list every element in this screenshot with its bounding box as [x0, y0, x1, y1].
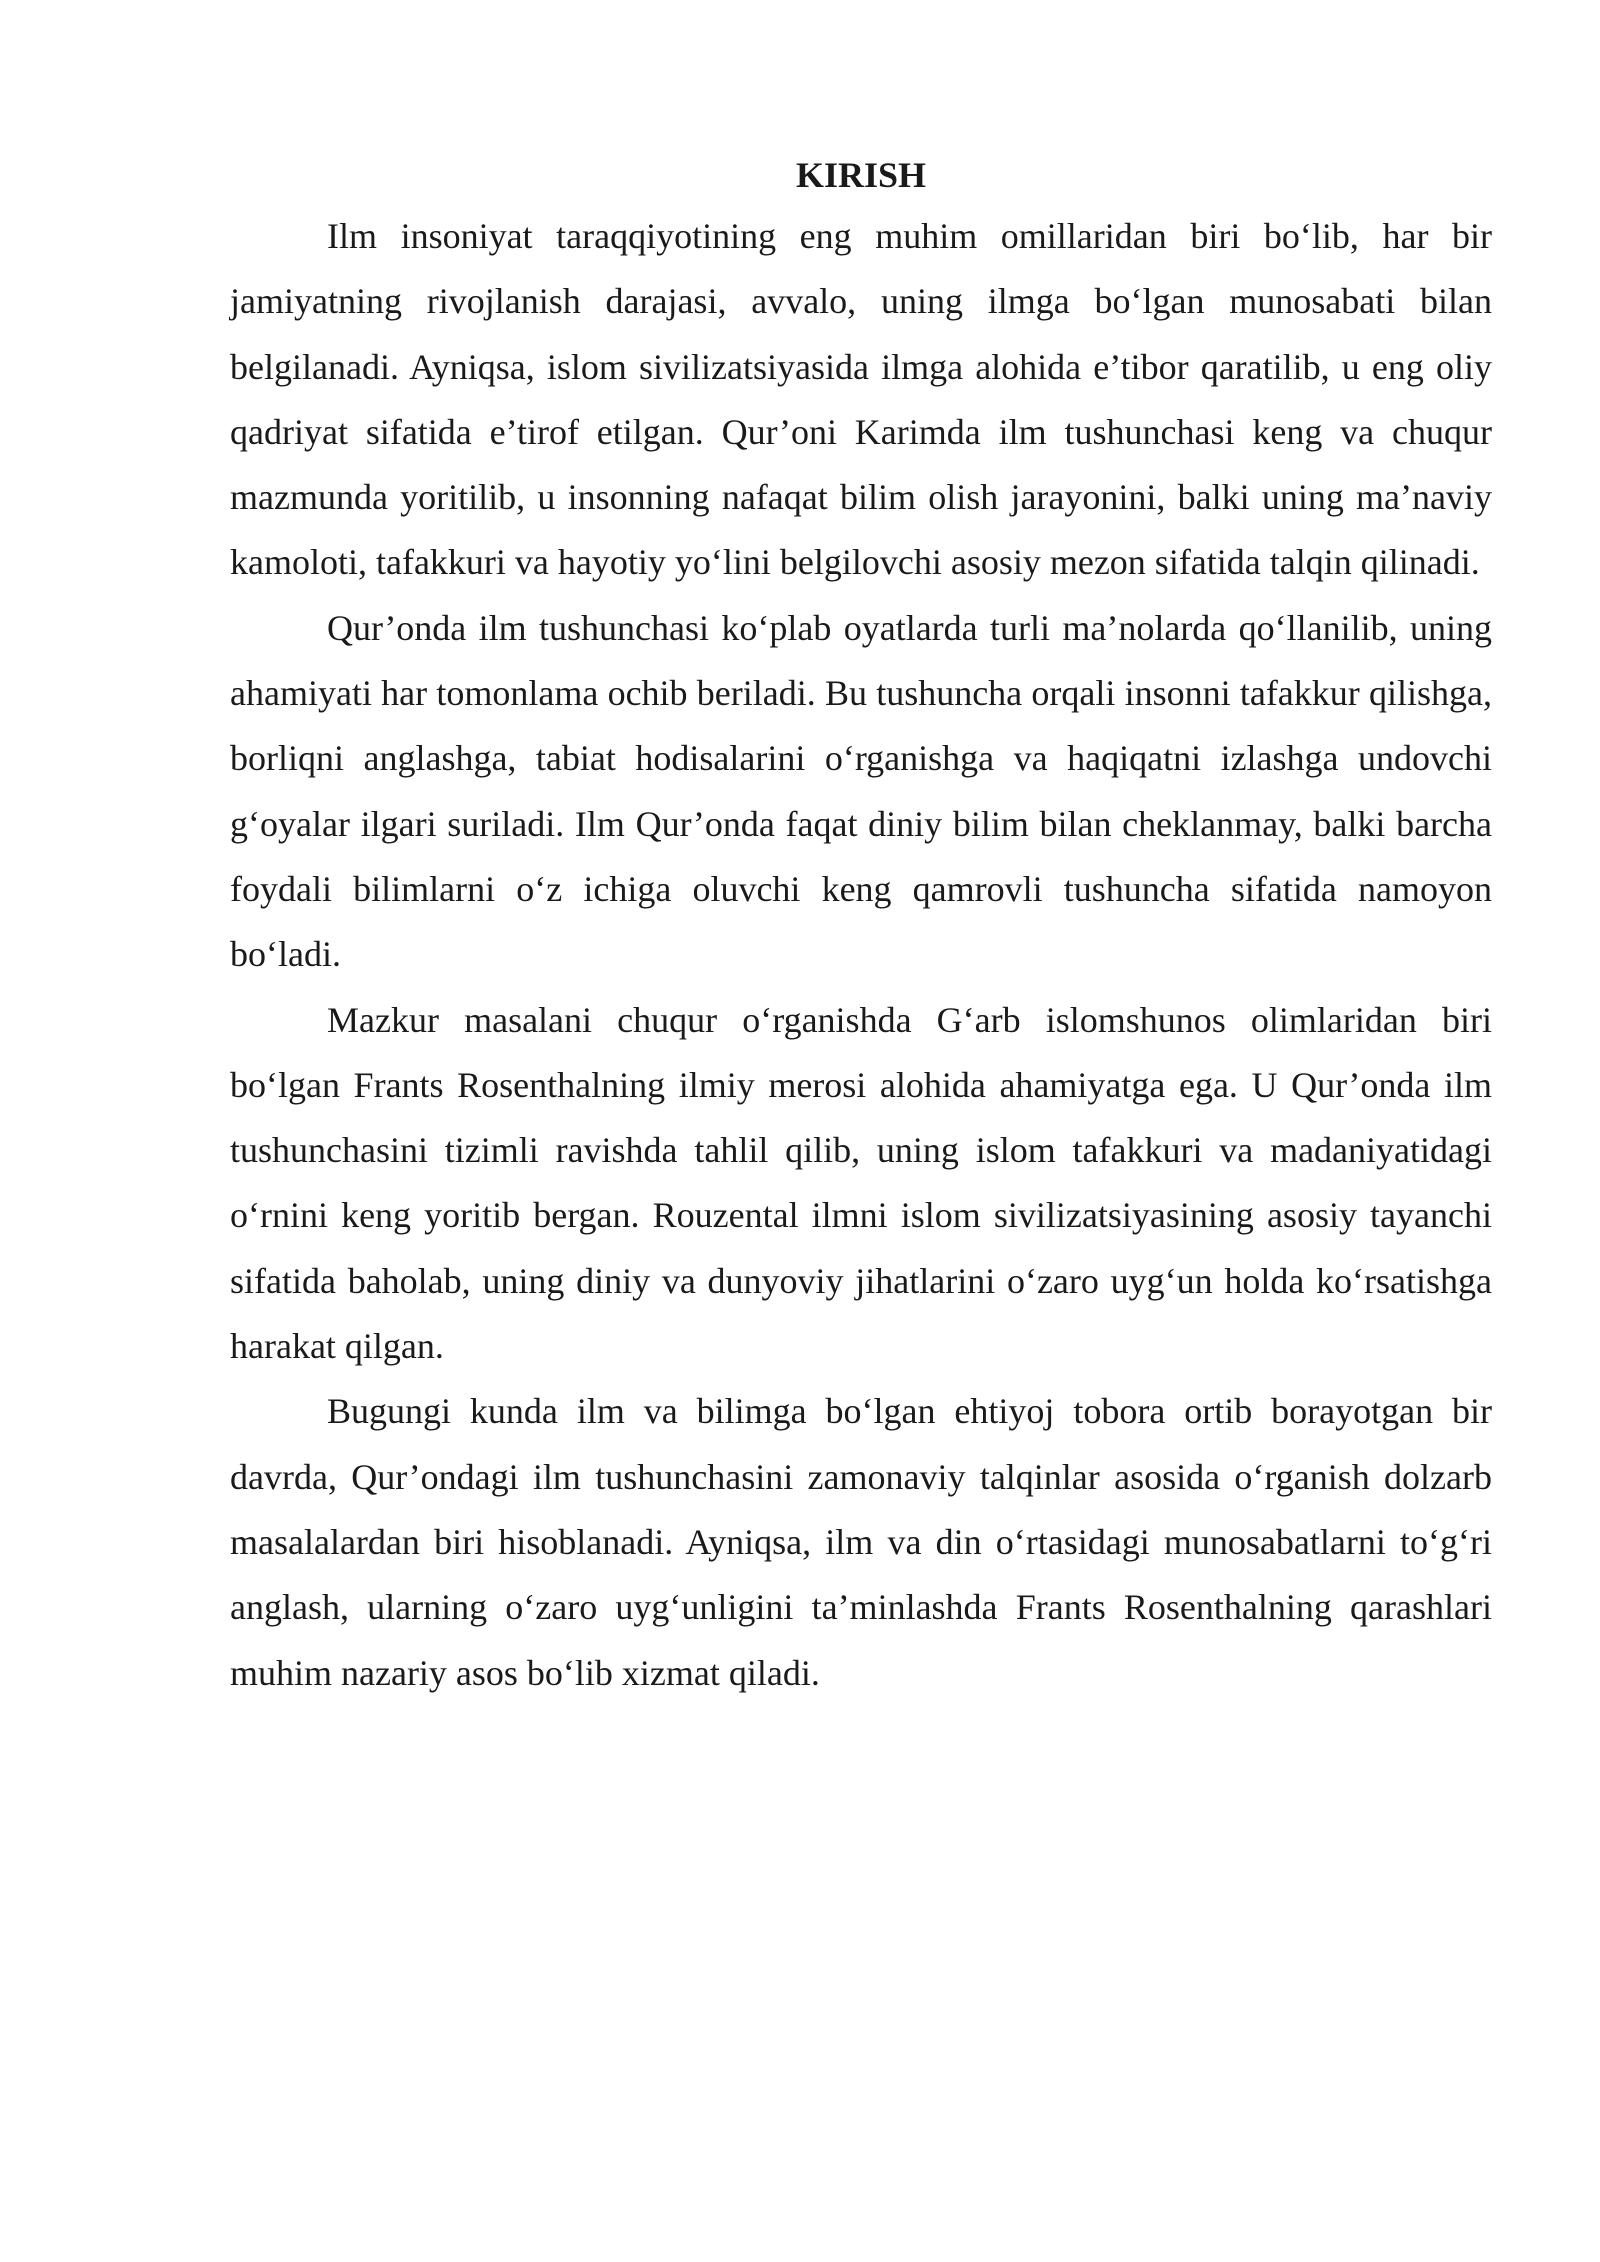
paragraph-2: Qur’onda ilm tushunchasi ko‘plab oyatlarda turli ma’nolarda qo‘llanilib, uning ahamiyati har tomonlama ochib beriladi. Bu tushuncha orqali insonni tafakkur qilishga, borliqni anglashga, tabiat hodisalarini o‘rganishga va haqiqatni izlashga undovchi g‘oyalar ilgari suriladi. Ilm Qur’onda faqat diniy bilim bilan cheklanmay, balki barcha foydali bilimlarni o‘z ichiga oluvchi keng qamrovli tushuncha sifatida namoyon bo‘ladi.	[230, 607, 1492, 975]
section-heading: KIRISH	[795, 155, 927, 195]
paragraph-1: Ilm insoniyat taraqqiyotining eng muhim omillaridan biri bo‘lib, har bir jamiyatning rivojlanish darajasi, avvalo, uning ilmga bo‘lgan munosabati bilan belgilanadi. Ayniqsa, islom sivilizatsiyasida ilmga alohida e’tibor qaratilib, u eng oliy qadriyat sifatida e’tirof etilgan. Qur’oni Karimda ilm tushunchasi keng va chuqur mazmunda yoritilib, u insonning nafaqat bilim olish jarayonini, balki uning ma’naviy kamoloti, tafakkuri va hayotiy yo‘lini belgilovchi asosiy mezon sifatida talqin qilinadi.	[230, 216, 1492, 583]
paragraph-3: Mazkur masalani chuqur o‘rganishda G‘arb islomshunos olimlaridan biri bo‘lgan Frants Rosenthalning ilmiy merosi alohida ahamiyatga ega. U Qur’onda ilm tushunchasini tizimli ravishda tahlil qilib, uning islom tafakkuri va madaniyatidagi o‘rnini keng yoritib bergan. Rouzental ilmni islom sivilizatsiyasining asosiy tayanchi sifatida baholab, uning diniy va dunyoviy jihatlarini o‘zaro uyg‘un holda ko‘rsatishga harakat qilgan.	[230, 999, 1492, 1367]
document-body	[230, 150, 1492, 1706]
paragraph-4: Bugungi kunda ilm va bilimga bo‘lgan ehtiyoj tobora ortib borayotgan bir davrda, Qur’ondagi ilm tushunchasini zamonaviy talqinlar asosida o‘rganish dolzarb masalalardan biri hisoblanadi. Ayniqsa, ilm va din o‘rtasidagi munosabatlarni to‘g‘ri anglash, ularning o‘zaro uyg‘unligini ta’minlashda Frants Rosenthalning qarashlari muhim nazariy asos bo‘lib xizmat qiladi.	[230, 1391, 1492, 1693]
